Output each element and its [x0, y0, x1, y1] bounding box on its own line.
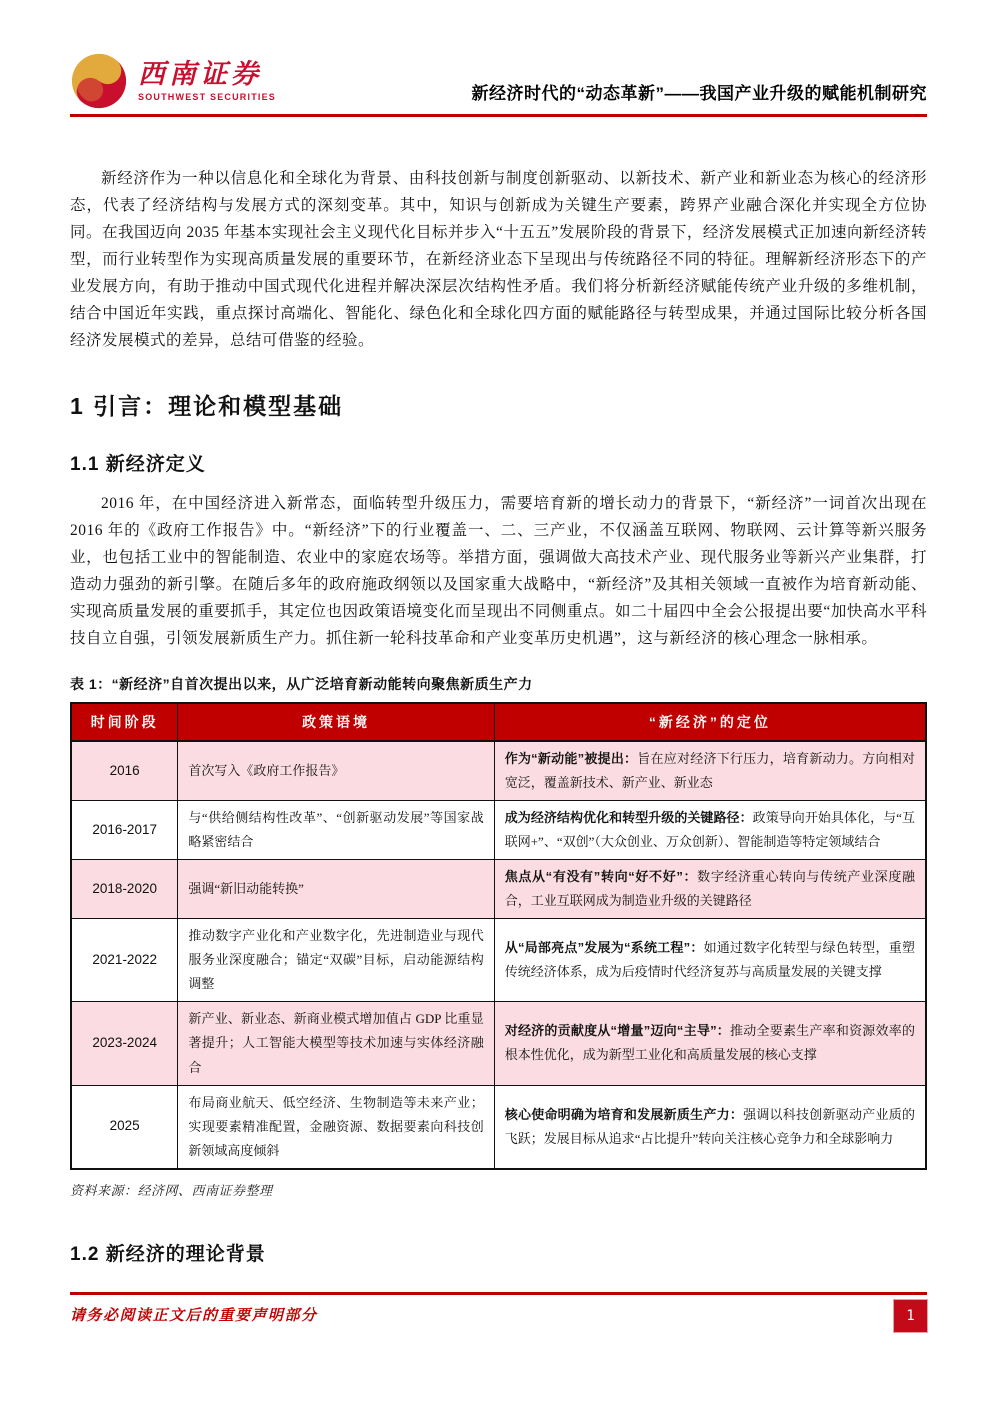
position-rest: 数字经济重心转向与传统产业深度融合，工业互联网成为制造业升级的关键路径 — [504, 869, 915, 909]
section-1-1-paragraph: 2016 年，在中国经济进入新常态，面临转型升级压力，需要培育新的增长动力的背景下，“新经济”一词首次出现在 2016 年的《政府工作报告》中。“新经济”下的行业覆盖一、二、三产业，不仅涵盖互联网、物联网、云计算等新兴服务业，也包括工业中的智能制造、农业中的家庭农场等。举措方面，强调做大高技术产业、现代服务业等新兴产业集群，打造动力强劲的新引擎。在随后多年的政府施政纲领以及国家重大战略中，“新经济”及其相关领域一直被作为培育新动能、实现高质量发展的重要抓手，其定位也因政策语境变化而呈现出不同侧重点。如二十届四中全会公报提出要“加快高水平科技自立自强，引领发展新质生产力。抓住新一轮科技革命和产业变革历史机遇”，这与新经济的核心理念一脉相承。 — [70, 495, 927, 647]
page-number-badge: 1 — [894, 1300, 927, 1332]
column-header-context: 政策语境 — [178, 703, 494, 741]
position-cell — [494, 801, 926, 860]
page-footer — [70, 1292, 927, 1325]
policy-table — [70, 702, 927, 1170]
position-rest: 旨在应对经济下行压力，培育新动力。方向相对宽泛，覆盖新技术、新产业、新业态 — [504, 751, 915, 791]
column-header-position: “新经济”的定位 — [494, 703, 926, 741]
position-cell — [494, 1085, 926, 1169]
logo-text-en: SOUTHWEST SECURITIES — [138, 91, 277, 102]
position-cell — [494, 860, 926, 919]
page-header — [70, 0, 927, 110]
position-rest: 政策导向开始具体化，与“互联网+”、“双创”（大众创业、万众创新）、智能制造等特定领域结合 — [504, 810, 915, 850]
logo-text-cn: 西南证券 — [138, 58, 262, 89]
table-row — [71, 801, 926, 860]
column-header-period: 时间阶段 — [71, 703, 178, 741]
position-cell — [494, 919, 926, 1002]
position-lead: 焦点从“有没有”转向“好不好”： — [504, 869, 698, 885]
table-header-row — [71, 703, 926, 741]
position-cell — [494, 1002, 926, 1085]
context-cell: 与“供给侧结构性改革”、“创新驱动发展”等国家战略紧密结合 — [178, 801, 494, 860]
position-lead: 成为经济结构优化和转型升级的关键路径： — [504, 810, 753, 826]
header-rule — [70, 114, 927, 117]
company-logo — [70, 52, 276, 110]
footer-rule — [70, 1292, 927, 1295]
context-cell: 推动数字产业化和产业数字化，先进制造业与现代服务业深度融合；锚定“双碳”目标，启动能源结构调整 — [178, 919, 494, 1002]
position-rest: 强调以科技创新驱动产业质的飞跃；发展目标从追求“占比提升”转向关注核心竞争力和全球影响力 — [504, 1106, 915, 1146]
period-cell: 2021-2022 — [71, 919, 178, 1002]
position-lead: 对经济的贡献度从“增量”迈向“主导”： — [504, 1023, 731, 1039]
position-rest: 如通过数字化转型与绿色转型，重塑传统经济体系，成为后疫情时代经济复苏与高质量发展的关键支撑 — [504, 940, 915, 980]
footer-disclaimer: 请务必阅读正文后的重要声明部分 — [70, 1308, 318, 1324]
table-row — [71, 741, 926, 801]
period-cell: 2016-2017 — [71, 801, 178, 860]
report-title: 新经济时代的“动态革新”——我国产业升级的赋能机制研究 — [471, 84, 927, 103]
table-caption: 表 1：“新经济”自首次提出以来，从广泛培育新动能转向聚焦新质生产力 — [70, 676, 533, 692]
position-cell — [494, 741, 926, 801]
position-lead: 作为“新动能”被提出： — [504, 751, 638, 766]
table-row — [71, 1085, 926, 1169]
context-cell: 首次写入《政府工作报告》 — [178, 741, 494, 801]
period-cell: 2018-2020 — [71, 860, 178, 919]
position-lead: 从“局部亮点”发展为“系统工程”： — [504, 940, 704, 956]
intro-paragraph: 新经济作为一种以信息化和全球化为背景、由科技创新与制度创新驱动、以新技术、新产业和新业态为核心的经济形态，代表了经济结构与发展方式的深刻变革。其中，知识与创新成为关键生产要素，跨界产业融合深化并实现全方位协同。在我国迈向 2035 年基本实现社会主义现代化目标并步入“十五五”发展阶段的背景下，经济发展模式正加速向新经济转型，而行业转型作为实现高质量发展的重要环节，在新经济业态下呈现出与传统路径不同的特征。理解新经济形态下的产业发展方向，有助于推动中国式现代化进程并解决深层次结构性矛盾。我们将分析新经济赋能传统产业升级的多维机制，结合中国近年实践，重点探讨高端化、智能化、绿色化和全球化四方面的赋能路径与转型成果，并通过国际比较分析各国经济发展模式的差异，总结可借鉴的经验。 — [70, 170, 927, 349]
section-1-2-heading: 1.2 新经济的理论背景 — [70, 1243, 266, 1265]
section-1-1-heading: 1.1 新经济定义 — [70, 454, 206, 475]
position-lead: 核心使命明确为培育和发展新质生产力： — [504, 1106, 744, 1122]
context-cell: 新产业、新业态、新商业模式增加值占 GDP 比重显著提升；人工智能大模型等技术加速与实体经济融合 — [178, 1002, 494, 1085]
period-cell: 2025 — [71, 1085, 178, 1169]
table-row — [71, 919, 926, 1002]
section-1-heading: 1 引言：理论和模型基础 — [70, 393, 344, 419]
table-source: 资料来源：经济网、西南证券整理 — [70, 1182, 273, 1198]
logo-text — [138, 58, 277, 102]
period-cell: 2016 — [71, 741, 178, 801]
table-row — [71, 860, 926, 919]
period-cell: 2023-2024 — [71, 1002, 178, 1085]
context-cell: 布局商业航天、低空经济、生物制造等未来产业；实现要素精准配置，金融资源、数据要素向科技创新领域高度倾斜 — [178, 1085, 494, 1169]
table-row — [71, 1002, 926, 1085]
context-cell: 强调“新旧动能转换” — [178, 860, 494, 919]
logo-mark-icon — [70, 52, 128, 110]
position-rest: 推动全要素生产率和资源效率的根本性优化，成为新型工业化和高质量发展的核心支撑 — [504, 1023, 915, 1063]
